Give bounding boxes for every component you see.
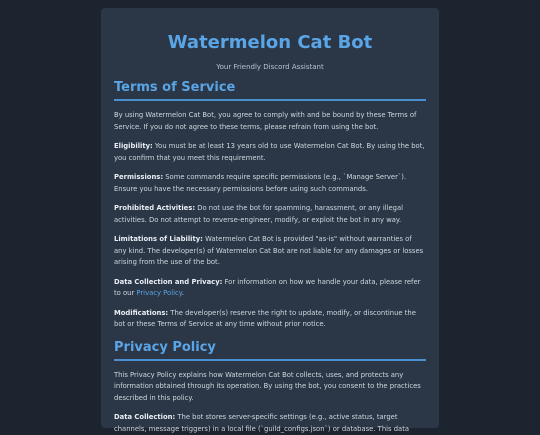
site-title: Watermelon Cat Bot	[167, 32, 373, 53]
terms-eligibility	[114, 141, 426, 164]
data-collection-label: Data Collection:	[114, 413, 176, 421]
site-subtitle: Your Friendly Discord Assistant	[216, 63, 324, 71]
terms-permissions	[114, 172, 426, 195]
modifications-label: Modifications:	[114, 308, 169, 317]
terms-prohibited	[114, 203, 426, 226]
permissions-text: Some commands require specific permissions (e.g., `Manage Server`). Ensure you have the necessary permissions before using such commands.	[114, 173, 407, 193]
prohibited-label: Prohibited Activities:	[114, 204, 196, 212]
eligibility-label: Eligibility:	[114, 142, 153, 150]
eligibility-text: You must be at least 13 years old to use Watermelon Cat Bot. By using the bot, you confirm that you meet this requirement.	[114, 142, 425, 162]
privacy-heading: Privacy Policy	[114, 340, 426, 361]
privacy-policy-link[interactable]: Privacy Policy	[136, 289, 182, 297]
modifications-text: The developer(s) reserve the right to update, modify, or discontinue the bot or these Terms of Service at any time without prior notice.	[114, 308, 416, 328]
terms-modifications	[114, 308, 426, 331]
liability-label: Limitations of Liability:	[114, 235, 203, 243]
privacy-data-collection	[114, 412, 426, 435]
terms-intro: By using Watermelon Cat Bot, you agree to comply with and be bound by these Terms of Service. If you do not agree to these terms, please refrain from using the bot.	[114, 111, 417, 131]
terms-data-privacy	[114, 277, 426, 300]
data-privacy-text: For information on how we handle your data, please refer to our	[114, 277, 421, 297]
data-privacy-after: .	[181, 289, 184, 297]
terms-liability	[114, 234, 426, 269]
terms-heading: Terms of Service	[114, 80, 426, 101]
permissions-label: Permissions:	[114, 173, 164, 181]
prohibited-text: Do not use the bot for spamming, harassment, or any illegal activities. Do not attempt to reverse-engineer, modify, or exploit the bot in any way.	[114, 204, 404, 224]
liability-text: Watermelon Cat Bot is provided "as-is" without warranties of any kind. The developer(s) of Watermelon Cat Bot are not liable for any damages or losses arising from the use of the bot.	[114, 235, 424, 266]
data-privacy-label: Data Collection and Privacy:	[114, 277, 223, 286]
content-card	[101, 8, 439, 433]
privacy-intro: This Privacy Policy explains how Watermelon Cat Bot collects, uses, and protects any information obtained through its operation. By using the bot, you consent to the practices described in this policy.	[114, 370, 421, 402]
data-collection-text: The bot stores server-specific settings (e.g., active status, target channels, message triggers) in a local file (`guild_configs.json`) or database. This data	[114, 413, 410, 433]
